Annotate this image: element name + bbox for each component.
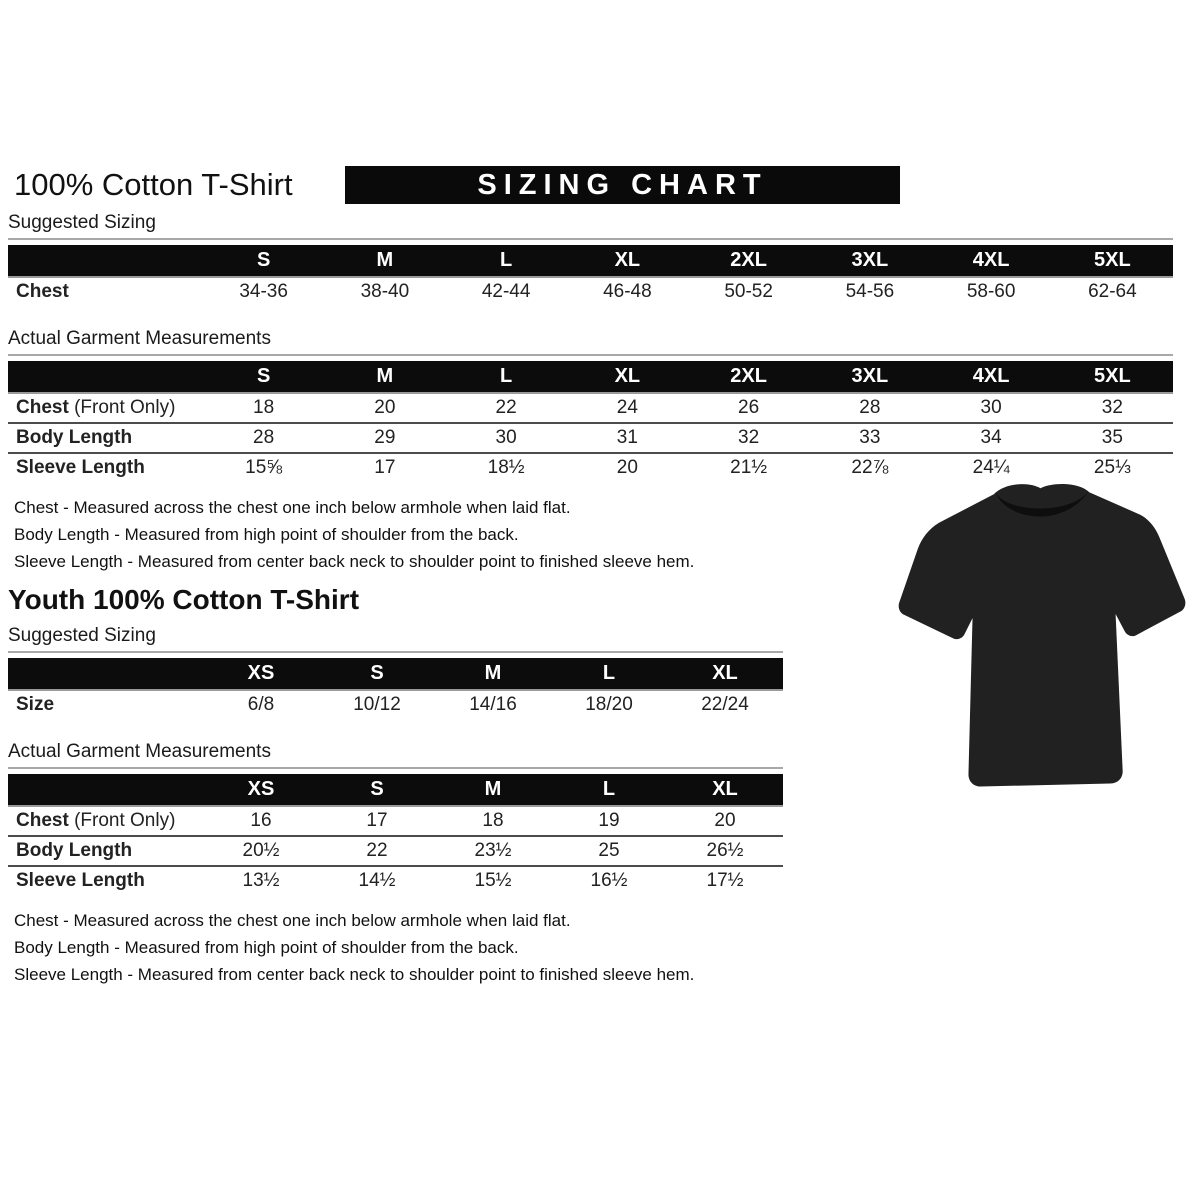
measurement-value: 23½ <box>474 840 512 861</box>
size-column-header: 5XL <box>1052 245 1173 277</box>
measurement-note: Sleeve Length - Measured from center back neck to shoulder point to finished sleeve hem. <box>14 965 695 984</box>
measurement-row <box>8 806 783 836</box>
measurement-note: Body Length - Measured from high point of shoulder from the back. <box>14 525 519 544</box>
measurement-value: 34-36 <box>239 281 288 302</box>
row-label <box>8 690 203 719</box>
measurement-value: 14½ <box>358 870 396 891</box>
adult-garment-measurements-table <box>8 328 1173 482</box>
measurement-value: 19 <box>598 810 620 831</box>
measurement-value: 20 <box>714 810 736 831</box>
measurement-value: 22⅞ <box>851 457 889 478</box>
tshirt-illustration <box>888 474 1193 819</box>
measurement-value: 30 <box>495 427 517 448</box>
header-row <box>8 166 1192 210</box>
measurement-value: 34 <box>980 427 1002 448</box>
measurement-row <box>8 393 1173 423</box>
black-tshirt-image <box>888 474 1193 819</box>
measurement-value: 33 <box>859 427 881 448</box>
corner-cell <box>8 245 203 277</box>
size-column-header: L <box>551 774 667 806</box>
measurement-value: 62-64 <box>1088 281 1137 302</box>
measurement-value: 13½ <box>242 870 280 891</box>
measurement-note: Sleeve Length - Measured from center back neck to shoulder point to finished sleeve hem. <box>14 552 695 571</box>
size-header-row <box>8 361 1173 393</box>
measurement-value: 22/24 <box>701 694 749 715</box>
size-column-header: 3XL <box>809 361 930 393</box>
row-label-text: Sleeve Length <box>16 457 145 478</box>
size-column-header: L <box>446 245 567 277</box>
measurement-value: 42-44 <box>481 281 531 302</box>
corner-cell <box>8 774 203 806</box>
measurement-value: 17 <box>366 810 388 831</box>
measurement-value: 58-60 <box>966 281 1016 302</box>
measurement-value: 22 <box>366 840 388 861</box>
youth-garment-measurements-table <box>8 741 783 895</box>
measurement-value: 50-52 <box>724 281 773 302</box>
measurement-value: 15⅝ <box>245 457 283 478</box>
measurement-row <box>8 866 783 895</box>
measurement-value: 18 <box>253 397 275 418</box>
size-column-header: M <box>324 245 445 277</box>
row-label <box>8 836 203 866</box>
measurement-value: 25⅓ <box>1093 457 1131 478</box>
size-column-header: XL <box>567 245 688 277</box>
row-label-text: Chest <box>16 397 69 418</box>
size-column-header: 2XL <box>688 245 809 277</box>
page-title: 100% Cotton T-Shirt <box>14 167 293 202</box>
measurement-value: 18½ <box>487 457 525 478</box>
measurement-value: 32 <box>1101 397 1123 418</box>
youth-suggested-sizing-table <box>8 625 783 719</box>
measurement-value: 18 <box>482 810 504 831</box>
measurement-value: 28 <box>253 427 275 448</box>
measurement-value: 35 <box>1101 427 1123 448</box>
measurement-row <box>8 690 783 719</box>
youth-measurement-notes <box>8 907 1192 988</box>
size-table <box>8 774 783 895</box>
measurement-value: 46-48 <box>603 281 652 302</box>
size-column-header: XL <box>667 774 783 806</box>
row-label-text: Body Length <box>16 427 133 448</box>
size-header-row <box>8 774 783 806</box>
measurement-value: 31 <box>616 427 638 448</box>
row-label <box>8 277 203 306</box>
corner-cell <box>8 361 203 393</box>
adult-suggested-sizing-table <box>8 212 1173 306</box>
measurement-value: 15½ <box>474 870 512 891</box>
size-column-header: 3XL <box>809 245 930 277</box>
measurement-value: 14/16 <box>469 694 517 715</box>
row-label <box>8 393 203 423</box>
measurement-value: 10/12 <box>353 694 401 715</box>
measurement-value: 17 <box>374 457 396 478</box>
measurement-value: 6/8 <box>247 694 275 715</box>
size-column-header: 5XL <box>1052 361 1173 393</box>
row-label <box>8 453 203 482</box>
tshirt-body-shape <box>899 484 1186 786</box>
section-label: Suggested Sizing <box>8 212 1173 240</box>
measurement-value: 21½ <box>730 457 768 478</box>
measurement-note: Chest - Measured across the chest one inch below armhole when laid flat. <box>14 498 571 517</box>
measurement-value: 20½ <box>242 840 280 861</box>
measurement-value: 20 <box>616 457 638 478</box>
size-table <box>8 245 1173 306</box>
measurement-value: 24 <box>616 397 638 418</box>
row-label <box>8 423 203 453</box>
size-column-header: 2XL <box>688 361 809 393</box>
row-label-text: Chest <box>16 281 69 302</box>
measurement-value: 32 <box>738 427 760 448</box>
size-column-header: S <box>319 774 435 806</box>
measurement-value: 30 <box>980 397 1002 418</box>
size-header-row <box>8 245 1173 277</box>
measurement-value: 28 <box>859 397 881 418</box>
measurement-value: 18/20 <box>585 694 633 715</box>
measurement-row <box>8 423 1173 453</box>
size-column-header: XS <box>203 658 319 690</box>
measurement-value: 16½ <box>590 870 628 891</box>
size-column-header: S <box>319 658 435 690</box>
size-column-header: L <box>446 361 567 393</box>
measurement-value: 26 <box>738 397 760 418</box>
measurement-value: 17½ <box>706 870 744 891</box>
size-table <box>8 658 783 719</box>
row-label <box>8 806 203 836</box>
youth-title: Youth 100% Cotton T-Shirt <box>8 584 360 615</box>
size-column-header: 4XL <box>931 245 1052 277</box>
measurement-row <box>8 277 1173 306</box>
size-table <box>8 361 1173 482</box>
measurement-value: 16 <box>250 810 272 831</box>
measurement-value: 54-56 <box>845 281 895 302</box>
size-column-header: S <box>203 245 324 277</box>
row-label-suffix: (Front Only) <box>68 397 176 418</box>
measurement-value: 38-40 <box>360 281 410 302</box>
section-label: Actual Garment Measurements <box>8 741 783 769</box>
size-column-header: M <box>435 658 551 690</box>
size-column-header: 4XL <box>931 361 1052 393</box>
section-label: Actual Garment Measurements <box>8 328 1173 356</box>
row-label <box>8 866 203 895</box>
measurement-note: Body Length - Measured from high point of shoulder from the back. <box>14 938 519 957</box>
sizing-chart-banner: SIZING CHART <box>345 166 900 204</box>
row-label-text: Body Length <box>16 840 133 861</box>
size-column-header: L <box>551 658 667 690</box>
measurement-value: 20 <box>374 397 396 418</box>
size-column-header: XL <box>667 658 783 690</box>
size-header-row <box>8 658 783 690</box>
measurement-value: 22 <box>495 397 517 418</box>
row-label-text: Sleeve Length <box>16 870 145 891</box>
measurement-value: 24¼ <box>972 457 1010 478</box>
measurement-value: 26½ <box>706 840 744 861</box>
measurement-note: Chest - Measured across the chest one inch below armhole when laid flat. <box>14 911 571 930</box>
size-column-header: XS <box>203 774 319 806</box>
row-label-text: Size <box>16 694 55 715</box>
row-label-text: Chest <box>16 810 69 831</box>
corner-cell <box>8 658 203 690</box>
size-column-header: M <box>435 774 551 806</box>
size-column-header: S <box>203 361 324 393</box>
size-column-header: XL <box>567 361 688 393</box>
measurement-value: 25 <box>598 840 620 861</box>
section-label: Suggested Sizing <box>8 625 783 653</box>
measurement-row <box>8 836 783 866</box>
measurement-value: 29 <box>374 427 396 448</box>
row-label-suffix: (Front Only) <box>68 810 176 831</box>
size-column-header: M <box>324 361 445 393</box>
